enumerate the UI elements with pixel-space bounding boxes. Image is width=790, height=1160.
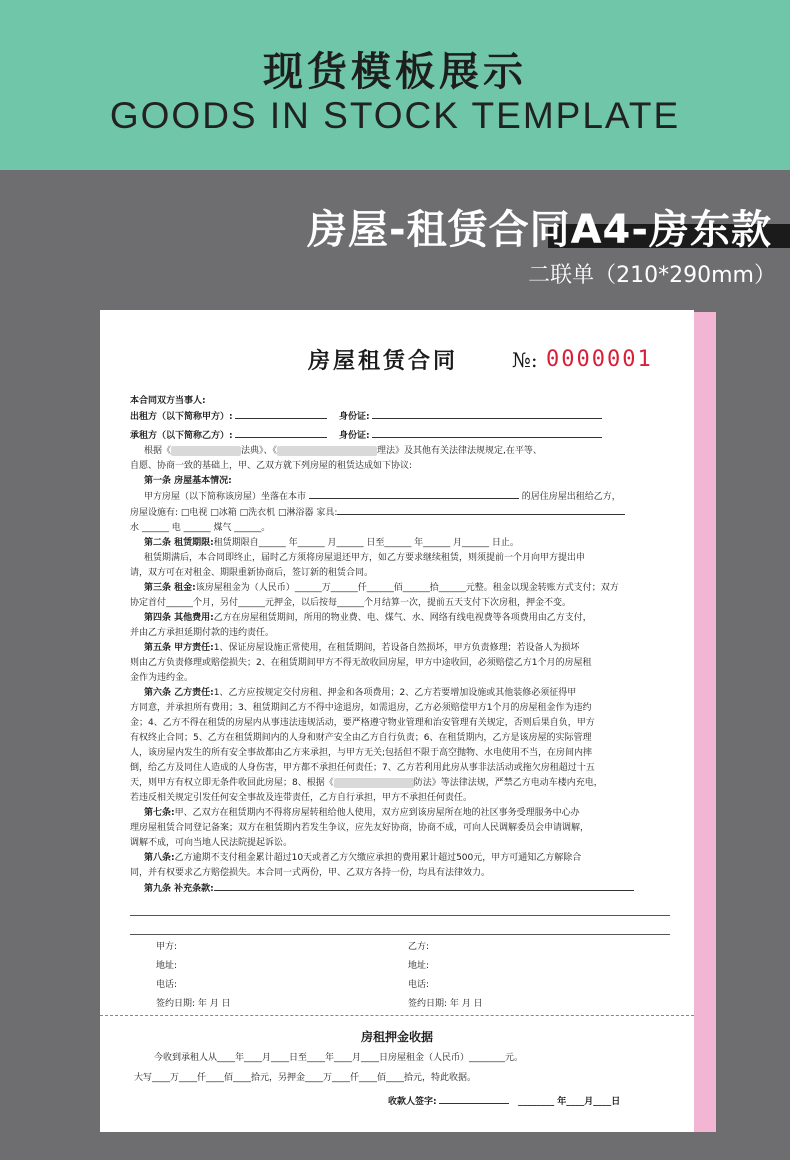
article-6-heading: 第六条 乙方责任: [144,688,214,698]
intro-text-a: 根据《 [144,446,172,456]
furniture-blank [337,505,625,515]
article-6-line-7 [130,776,670,791]
receipt-sign-line [134,1092,674,1112]
contract-body [130,394,670,935]
lessee-blank [235,428,327,438]
lessor-id-blank [372,409,602,419]
article-8-line-1 [130,851,670,866]
article-4-line-2: 并由乙方承担延期付款的违约责任。 [130,628,275,638]
article-1-line-3 [130,521,670,536]
blurred-law-name-1 [171,446,241,456]
party-a-date-label: 签约日期: 年 月 日 [156,999,231,1009]
article-3-line-1 [130,581,670,596]
article-1-text-b: 的居住房屋出租给乙方， [521,492,621,502]
parties-heading: 本合同双方当事人: [130,396,206,406]
article-3-heading: 第三条 租金: [144,583,196,593]
article-2-heading: 第二条 租赁期限: [144,538,214,548]
article-5-heading: 第五条 甲方责任: [144,643,214,653]
blurred-law-name-2 [277,446,377,456]
party-b-label: 乙方: [408,942,430,952]
serial-number: 0000001 [546,347,653,372]
article-3-line-2: 协定首付______个月，另付______元押金，以后按每______个月结算一次，提前五天支付下次房租，押金不变。 [130,598,572,608]
pink-second-copy [694,312,716,1132]
article-6-line-1 [130,686,670,701]
article-8-text-1: 乙方逾期不支付租金累计超过10天或者乙方欠缴应承担的费用累计超过500元，甲方可通知乙方解除合 [174,853,582,863]
lessor-id-label: 身份证: [338,412,370,422]
supplement-blank-2 [130,903,670,916]
article-7-line-2: 理房屋租赁合同登记备案；双方在租赁期内若发生争议，应先友好协商，协商不成，可向人民调解委员会申请调解， [130,823,590,833]
party-a-address-label: 地址: [156,961,178,971]
serial-label: №: [512,348,538,372]
article-7-text-1: 甲、乙双方在租赁期内不得将房屋转租给他人使用，双方应到该房屋所在地的社区事务受理服务中心办 [174,808,580,818]
tear-off-line [100,1015,694,1016]
article-8-line-2: 同，并有权要求乙方赔偿损失。本合同一式两份，甲、乙双方各持一份，均具有法律效力。 [130,868,491,878]
article-2-line-1 [130,536,670,551]
lessor-blank [235,409,327,419]
header-banner [0,0,790,170]
article-1-heading: 第一条 房屋基本情况: [144,476,232,486]
receiver-sign-blank [439,1094,509,1104]
intro-line-2: 自愿、协商一致的基础上，甲、乙双方就下列房屋的租赁达成如下协议: [130,461,413,471]
lessor-label: 出租方（以下简称甲方）: [130,412,233,422]
receipt-line-1: 今收到承租人从____年____月____日至____年____月____日房屋租金（人民币）________元。 [154,1053,524,1063]
signature-party-a [156,938,231,1014]
address-blank [309,489,519,499]
article-6-line-3: 金；4、乙方不得在租赁的房屋内从事违法违规活动，要严格遵守物业管理和治安管理有关规定，否则后果自负，甲方 [130,718,595,728]
lessee-id-blank [372,428,602,438]
article-6-text-7b: 防法》等法律法规，严禁乙方电动车楼内充电， [413,778,603,788]
article-6-line-5: 人，该房屋内发生的所有安全事故都由乙方来承担，与甲方无关;包括但不限于高空抛物、水电使用不当，在房间内摔 [130,748,593,758]
article-5-text-1: 1、保证房屋设施正常使用，在租赁期间，若设备自然损坏，甲方负责修理；若设备人为损坏 [213,643,580,653]
article-1-text-a: 甲方房屋（以下简称该房屋）坐落在本市 [144,492,307,502]
contract-title: 房屋租赁合同 [308,349,459,374]
article-6-line-4: 有权终止合同；5、乙方在租赁期间内的人身和财产安全由乙方自行负责；6、在租赁期内，乙方是该房屋的实际管理 [130,733,592,743]
article-6-text-7a: 天，则甲方有权立即无条件收回此房屋；8、根据《 [130,778,334,788]
lessee-id-label: 身份证: [338,431,370,441]
article-3-text-1: 该房屋租金为（人民币）______万______仟______佰______拾______元整。租金以现金转账方式支付；双方 [195,583,619,593]
intro-text-b: 法典》、《 [241,446,278,456]
blurred-law-name-3 [334,778,414,788]
facilities-text: 房屋设施有: □电视 □冰箱 □洗衣机 □淋浴器 家具: [130,508,338,518]
article-9-heading: 第九条 补充条款: [144,884,214,894]
article-6-line-6: 倒，给乙方及同住人造成的人身伤害，甲方都不承担任何责任；7、乙方若利用此房从事非法活动或拖欠房租超过十五 [130,763,595,773]
receipt-date: ________ 年____月____日 [518,1097,621,1107]
article-2-line-3: 请，双方可在对租金、期限重新协商后，签订新的租赁合同。 [130,568,374,578]
article-1-line-2 [130,505,670,521]
utilities-text: 水 ______ 电 ______ 煤气 ______。 [130,523,271,533]
article-4-heading: 第四条 其他费用: [144,613,214,623]
contract-sheet [100,310,694,1132]
signature-party-b [408,938,483,1014]
article-7-line-3: 调解不成，可向当地人民法院提起诉讼。 [130,838,293,848]
article-6-line-2: 方同意，并承担所有费用；3、租赁期间乙方不得中途退房，如需退房，乙方必须赔偿甲方1个月的房屋租金作为违约 [130,703,592,713]
banner-title-cn: 现货模板展示 [263,49,527,95]
receipt-line-2: 大写____万____仟____佰____拾元，另押金____万____仟____佰____拾元，特此收据。 [134,1073,477,1083]
article-2-line-2: 租赁期满后，本合同即终止，届时乙方须将房屋退还甲方，如乙方要求继续租赁，则须提前一个月向甲方提出申 [144,553,586,563]
article-7-heading: 第七条: [144,808,175,818]
product-title: 房屋-租赁合同A4-房东款 [307,207,772,253]
article-9-line [130,881,670,897]
article-5-line-2: 则由乙方负责修理或赔偿损失；2、在租赁期间甲方不得无故收回房屋，甲方中途收回，必须赔偿乙方1个月的房屋租 [130,658,592,668]
receipt-title: 房租押金收据 [360,1030,433,1044]
deposit-receipt [134,1048,674,1112]
article-2-text-1: 租赁期限自______ 年______ 月______ 日至______ 年______ 月______ 日止。 [213,538,519,548]
party-b-address-label: 地址: [408,961,430,971]
article-6-text-1: 1、乙方应按规定交付房租、押金和各项费用；2、乙方若要增加设施或其他装修必须征得甲 [213,688,577,698]
article-6-line-8: 若违反相关规定引发任何安全事故及连带责任，乙方自行承担，甲方不承担任何责任。 [130,793,473,803]
article-5-line-3: 金作为违约金。 [130,673,194,683]
article-4-text-1: 乙方在房屋租赁期间，所用的物业费、电、煤气、水、网络有线电视费等各项费用由乙方支付， [213,613,592,623]
party-a-phone-label: 电话: [156,980,178,990]
party-b-date-label: 签约日期: 年 月 日 [408,999,483,1009]
product-spec: 二联单（210*290mm） [528,263,776,288]
article-4-line-1 [130,611,670,626]
article-5-line-1 [130,641,670,656]
receiver-sign-label: 收款人签字: [388,1097,437,1107]
party-a-label: 甲方: [156,942,178,952]
article-8-heading: 第八条: [144,853,175,863]
intro-line-1 [130,444,670,459]
intro-text-c: 理法》及其他有关法律法规规定,在平等、 [377,446,542,456]
lessee-label: 承租方（以下简称乙方）: [130,431,233,441]
supplement-blank-3 [130,922,670,935]
lessee-line [130,428,670,444]
article-1-line-1 [130,489,670,505]
party-b-phone-label: 电话: [408,980,430,990]
supplement-blank-1 [214,881,634,891]
lessor-line [130,409,670,425]
article-7-line-1 [130,806,670,821]
banner-title-en: GOODS IN STOCK TEMPLATE [109,95,681,136]
